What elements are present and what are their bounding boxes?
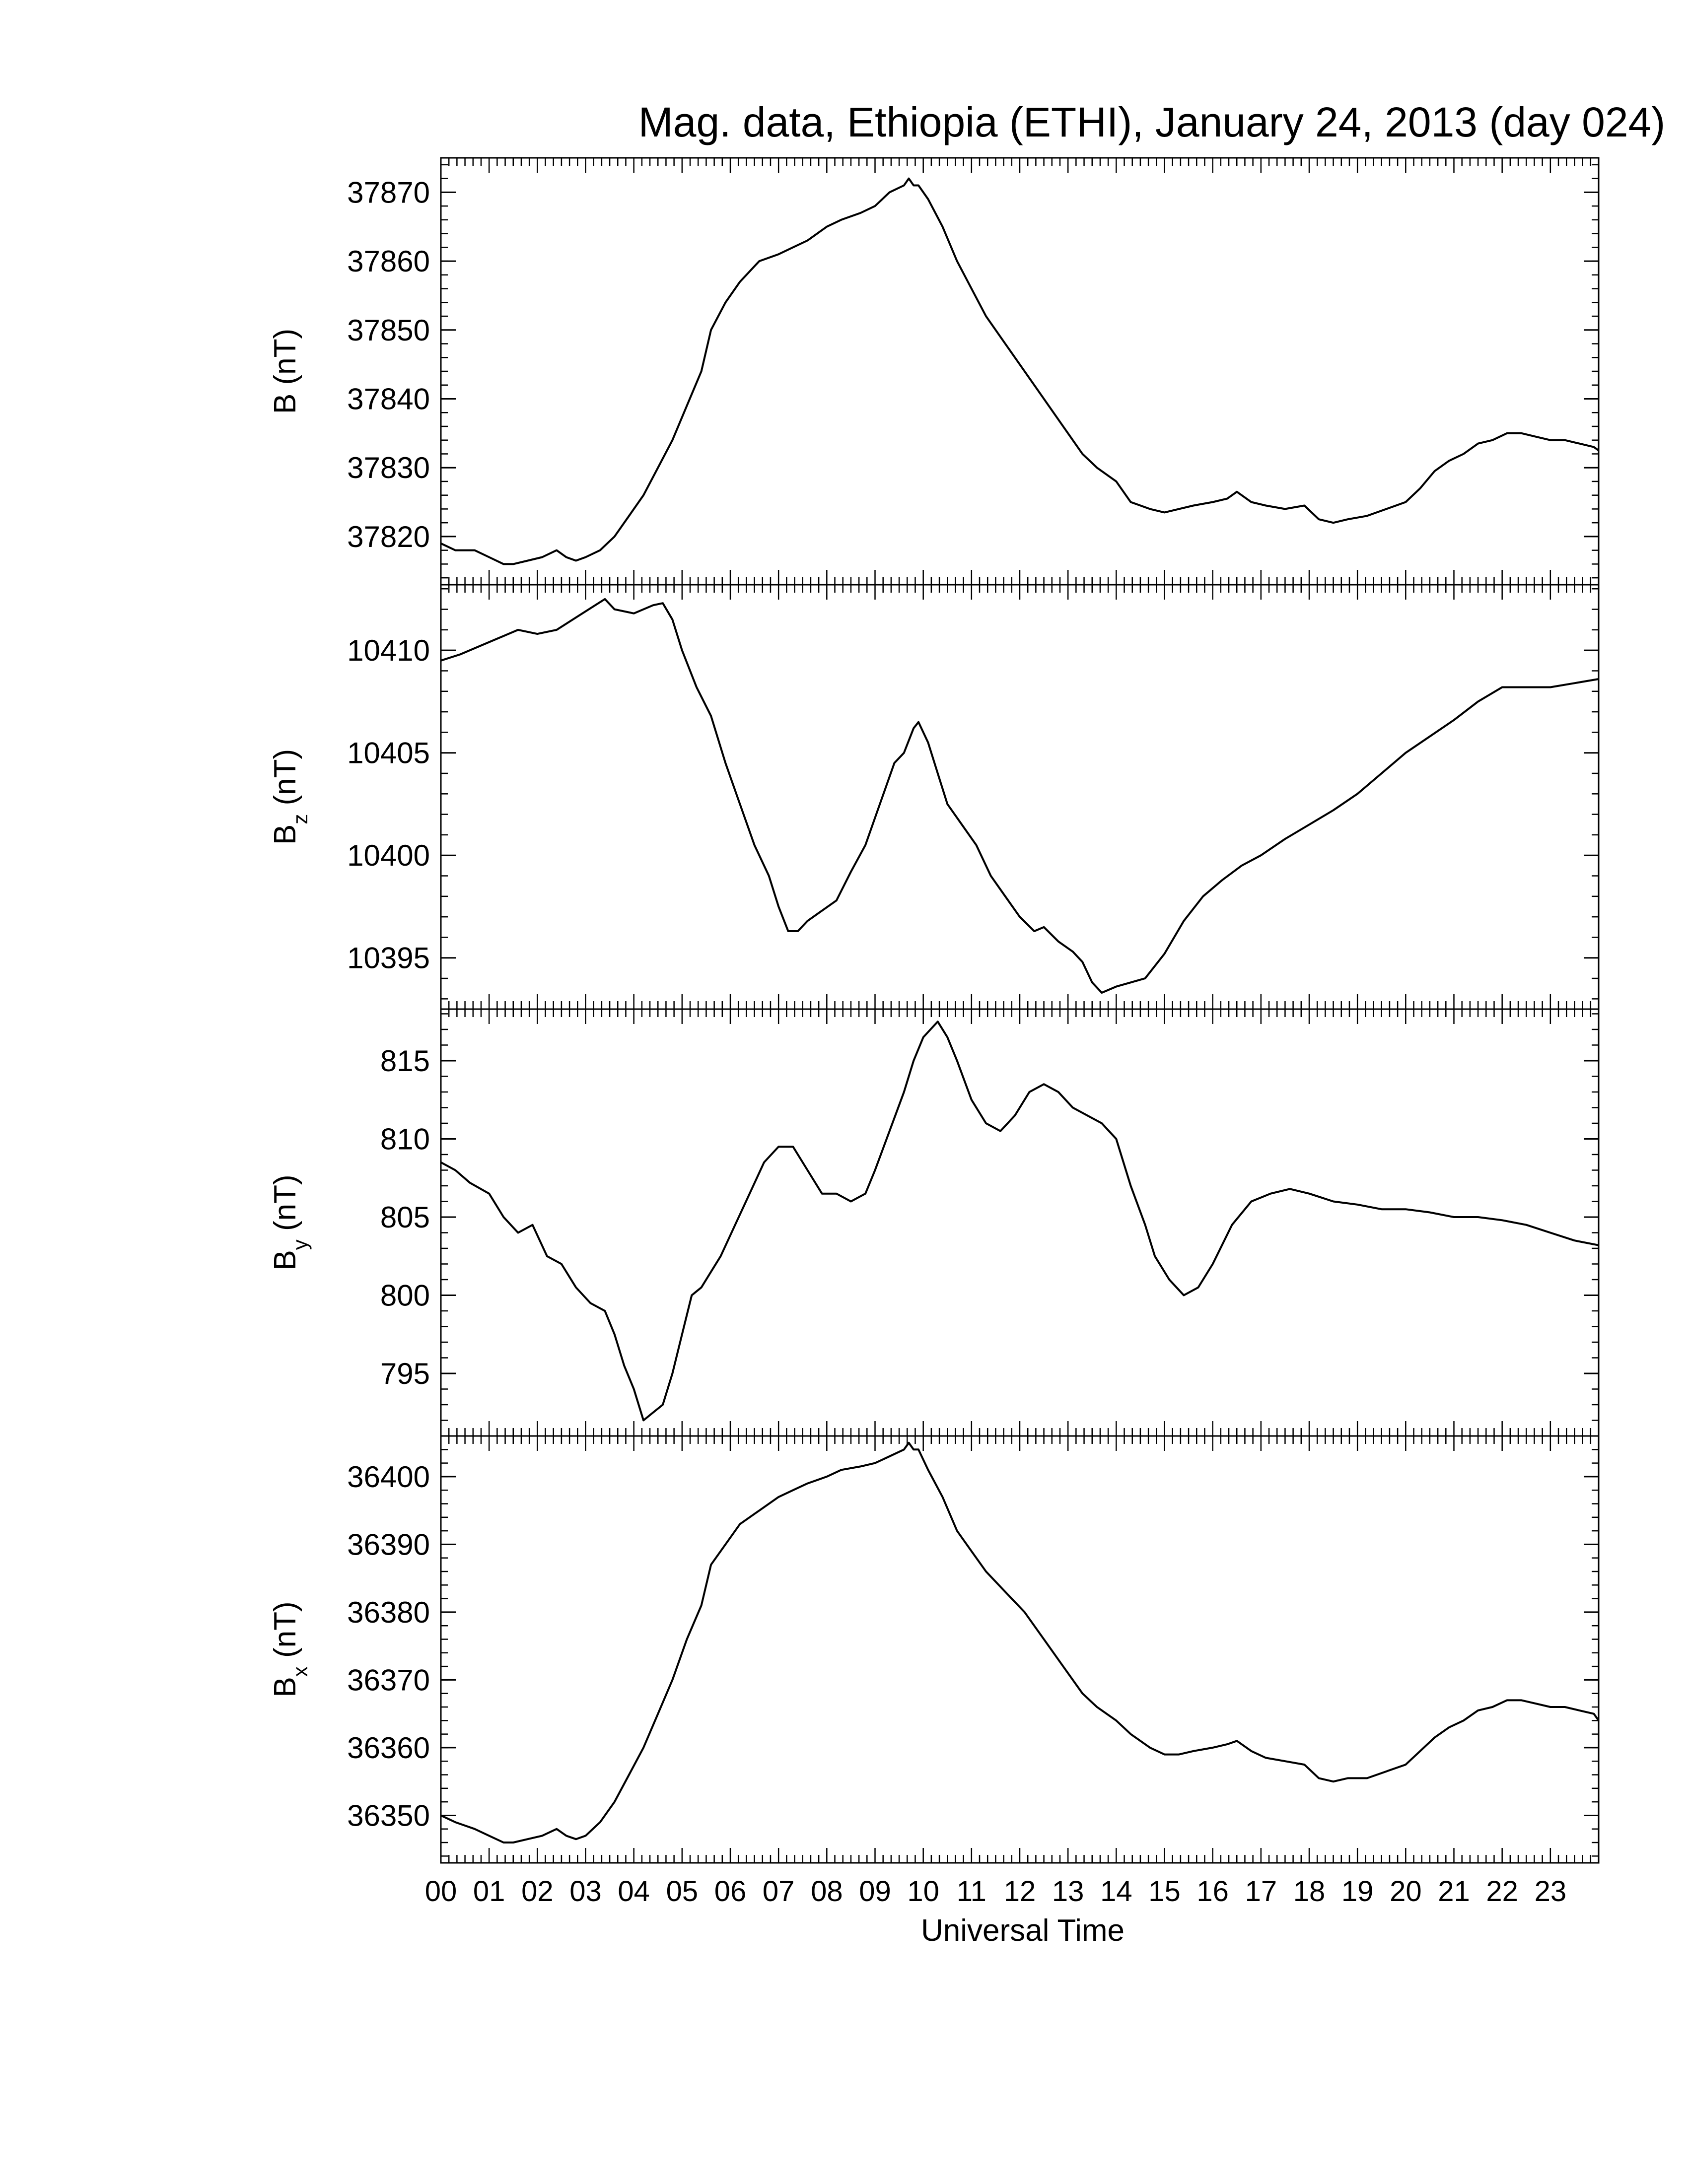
- y-axis-label-unit: (nT): [268, 328, 302, 394]
- y-tick-label: 36400: [347, 1460, 430, 1494]
- x-tick-label: 06: [714, 1875, 747, 1908]
- y-tick-label: 36360: [347, 1731, 430, 1765]
- y-axis-label: [268, 329, 302, 414]
- y-tick-label: 37850: [347, 313, 430, 347]
- x-tick-label: 23: [1534, 1875, 1567, 1908]
- x-tick-label: 22: [1486, 1875, 1518, 1908]
- panel-b-z: [268, 585, 1599, 1009]
- series-line-b-z: [441, 599, 1599, 993]
- y-tick-label: 37840: [347, 382, 430, 416]
- y-tick-label: 10410: [347, 634, 430, 668]
- y-tick-label: 36350: [347, 1799, 430, 1833]
- panel-b-total: [268, 158, 1599, 585]
- y-axis-label-subscript: z: [288, 814, 312, 824]
- panel-b-y: [268, 1009, 1599, 1436]
- x-tick-label: 05: [666, 1875, 699, 1908]
- y-axis-label-unit: (nT): [268, 749, 302, 814]
- x-tick-label: 12: [1003, 1875, 1036, 1908]
- y-axis-label: [268, 1601, 312, 1697]
- x-tick-label: 01: [473, 1875, 505, 1908]
- x-tick-label: 04: [618, 1875, 650, 1908]
- x-tick-label: 00: [424, 1875, 457, 1908]
- y-tick-label: 36390: [347, 1528, 430, 1562]
- x-tick-label: 20: [1390, 1875, 1422, 1908]
- x-tick-label: 16: [1196, 1875, 1229, 1908]
- y-tick-label: 800: [380, 1279, 430, 1312]
- y-tick-label: 37830: [347, 451, 430, 485]
- y-tick-label: 810: [380, 1122, 430, 1156]
- y-axis-label-subscript: x: [288, 1666, 312, 1677]
- panel-frame: [441, 1436, 1599, 1863]
- x-tick-label: 02: [521, 1875, 554, 1908]
- y-tick-label: 37860: [347, 245, 430, 278]
- x-tick-label: 09: [859, 1875, 891, 1908]
- x-tick-label: 07: [762, 1875, 795, 1908]
- y-tick-label: 10405: [347, 736, 430, 770]
- x-tick-label: 11: [956, 1875, 986, 1908]
- x-tick-label: 18: [1293, 1875, 1326, 1908]
- y-axis-label-subscript: y: [288, 1239, 312, 1250]
- y-tick-label: 37870: [347, 176, 430, 209]
- panel-frame: [441, 585, 1599, 1009]
- y-axis-label-main: B: [268, 1677, 302, 1698]
- x-tick-label: 17: [1245, 1875, 1277, 1908]
- y-axis-label: [268, 749, 312, 845]
- y-tick-label: 10400: [347, 839, 430, 873]
- x-tick-label: 21: [1438, 1875, 1470, 1908]
- y-tick-label: 36380: [347, 1595, 430, 1629]
- y-tick-label: 36370: [347, 1663, 430, 1697]
- x-tick-label: 13: [1052, 1875, 1084, 1908]
- panel-frame: [441, 158, 1599, 585]
- x-tick-label: 19: [1341, 1875, 1374, 1908]
- series-line-b-total: [441, 179, 1599, 564]
- panels: [268, 158, 1599, 1863]
- y-axis-label-unit: (nT): [268, 1174, 302, 1240]
- x-tick-label: 14: [1100, 1875, 1132, 1908]
- y-axis-label: [268, 1174, 312, 1270]
- y-tick-label: 795: [380, 1357, 430, 1390]
- y-tick-label: 10395: [347, 941, 430, 975]
- x-axis: [425, 1875, 1566, 1908]
- y-axis-label-main: B: [268, 1250, 302, 1271]
- x-axis-label: Universal Time: [921, 1913, 1125, 1948]
- panel-frame: [441, 1009, 1599, 1436]
- y-axis-label-main: B: [268, 393, 302, 414]
- x-tick-label: 10: [907, 1875, 939, 1908]
- series-line-b-y: [441, 1022, 1599, 1420]
- series-line-b-x: [441, 1443, 1599, 1843]
- y-tick-label: 805: [380, 1200, 430, 1234]
- x-tick-label: 08: [811, 1875, 843, 1908]
- y-axis-label-main: B: [268, 824, 302, 845]
- x-tick-label: 03: [569, 1875, 602, 1908]
- y-tick-label: 815: [380, 1044, 430, 1078]
- y-axis-label-unit: (nT): [268, 1601, 302, 1667]
- y-tick-label: 37820: [347, 520, 430, 553]
- panel-b-x: [268, 1436, 1599, 1863]
- chart-title: Mag. data, Ethiopia (ETHI), January 24, 2013 (day 024): [638, 99, 1666, 145]
- x-tick-label: 15: [1148, 1875, 1181, 1908]
